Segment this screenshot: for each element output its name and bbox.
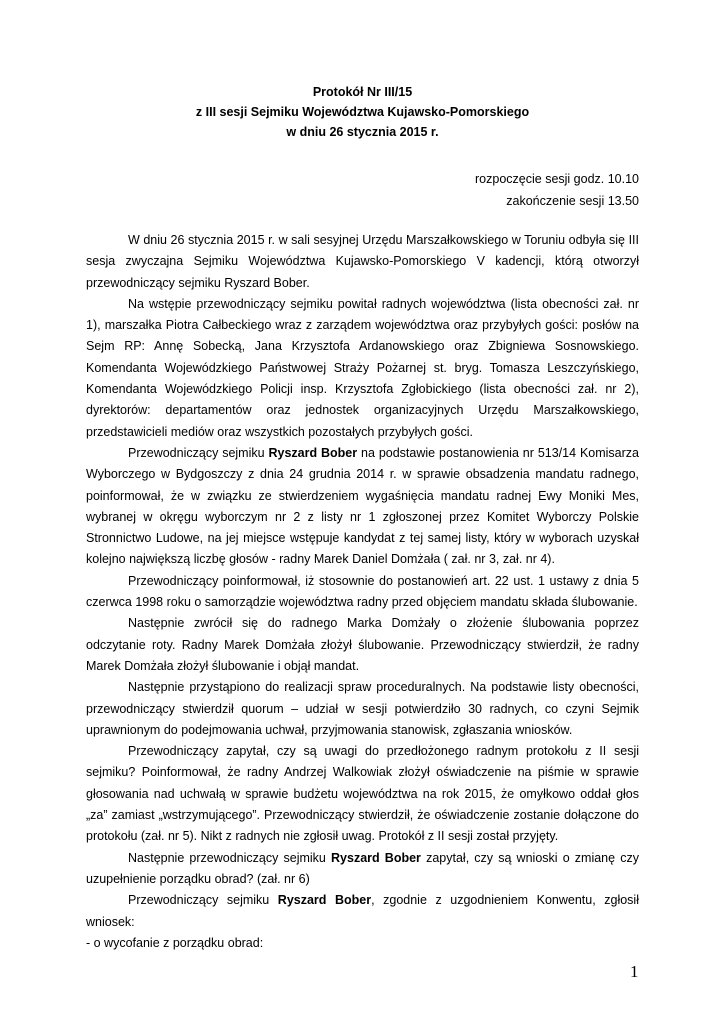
page-number: 1 — [630, 962, 639, 981]
paragraph-6: Następnie przystąpiono do realizacji spraw proceduralnych. Na podstawie listy obecności, przewodniczący stwierdził quorum – udział w sesji potwierdziło 30 radnych, co czyni Sejmik uprawnionym do podejmowania uchwał, przyjmowania stanowisk, zgłaszania wniosków. — [86, 680, 639, 737]
paragraph-2: Na wstępie przewodniczący sejmiku powitał radnych województwa (lista obecności zał. nr 1), marszałka Piotra Całbeckiego wraz z zarządem województwa oraz przybyłych gości: posłów na Sejm RP: Annę Sobecką, Jana Krzysztofa Ardanowskiego oraz Zbigniewa Sosnowskiego. Komendanta Wojewódzkiego Państwowej Straży Pożarnej st. bryg. Tomasza Leszczyńskiego, Komendanta Wojewódzkiego Policji insp. Krzysztofa Zgłobickiego (lista obecności zał. nr 2), dyrektorów: departamentów oraz jednostek organizacyjnych Urzędu Marszałkowskiego, przedstawicieli mediów oraz wszystkich pozostałych przybyłych gości. — [86, 296, 639, 439]
paragraph-1: W dniu 26 stycznia 2015 r. w sali sesyjnej Urzędu Marszałkowskiego w Toruniu odbyła się III sesja zwyczajna Sejmiku Województwa Kujawsko-Pomorskiego V kadencji, którą otworzył przewodniczący sejmiku Ryszard Bober. — [86, 233, 639, 290]
paragraph-5: Następnie zwrócił się do radnego Marka Domżały o złożenie ślubowania poprzez odczytanie roty. Radny Marek Domżała złożył ślubowanie. Przewodniczący stwierdził, że radny Marek Domżała złożył ślubowanie i objął mandat. — [86, 616, 639, 673]
session-start: rozpoczęcie sesji godz. 10.10 — [475, 172, 639, 186]
paragraph-4: Przewodniczący poinformował, iż stosownie do postanowień art. 22 ust. 1 ustawy z dnia 5 czerwca 1998 roku o samorządzie województwa radny przed objęciem mandatu składa ślubowanie. — [86, 573, 639, 610]
document-body — [86, 230, 639, 954]
title-line-3: w dniu 26 stycznia 2015 r. — [286, 125, 439, 139]
title-line-1: Protokół Nr III/15 — [312, 85, 413, 99]
paragraph-8-post: zapytał, czy są wnioski o zmianę czy uzupełnienie porządku obrad? (zał. nr 6) — [86, 850, 639, 886]
paragraph-3-pre: Przewodniczący sejmiku — [128, 445, 269, 460]
paragraph-8 — [86, 848, 639, 891]
paragraph-3-post: na podstawie postanowienia nr 513/14 Komisarza Wyborczego w Bydgoszczy z dnia 24 grudnia 2014 r. w sprawie obsadzenia mandatu radnego, poinformował, że w związku ze stwierdzeniem wygaśnięcia mandatu radnej Ewy Moniki Mes, wybranej w okręgu wyborczym nr 2 z listy nr 1 zgłoszonej przez Komitet Wyborczy Polskie Stronnictwo Ludowe, na jej miejsce wstępuje kandydat z tej samej listy, który w wyborach uzyskał kolejno największą liczbę głosów - radny Marek Daniel Domżała ( zał. nr 3, zał. nr 4). — [86, 445, 639, 567]
paragraph-9-post: , zgodnie z uzgodnieniem Konwentu, zgłosił wniosek: — [86, 893, 639, 929]
title-line-2: z III sesji Sejmiku Województwa Kujawsko-Pomorskiego — [195, 105, 530, 119]
paragraph-9 — [86, 890, 639, 933]
document-title — [86, 82, 639, 142]
paragraph-8-pre: Następnie przewodniczący sejmiku — [128, 850, 332, 865]
paragraph-3-bold: Ryszard Bober — [268, 445, 358, 460]
paragraph-10: - o wycofanie z porządku obrad: — [86, 935, 264, 950]
paragraph-9-pre: Przewodniczący sejmiku — [128, 893, 278, 908]
paragraph-7: Przewodniczący zapytał, czy są uwagi do przedłożonego radnym protokołu z II sesji sejmiku? Poinformował, że radny Andrzej Walkowiak złożył oświadczenie na piśmie w sprawie głosowania nad uchwałą w sprawie budżetu województwa na rok 2015, że omyłkowo oddał głos „za” zamiast „wstrzymującego”. Przewodniczący stwierdził, że oświadczenie zostanie dołączone do protokołu (zał. nr 5). Nikt z radnych nie zgłosił uwag. Protokół z II sesji został przyjęty. — [86, 744, 639, 844]
paragraph-8-bold: Ryszard Bober — [331, 850, 421, 865]
session-end: zakończenie sesji 13.50 — [506, 194, 639, 208]
paragraph-3 — [86, 443, 639, 571]
session-times — [475, 168, 639, 212]
paragraph-9-bold: Ryszard Bober — [277, 893, 372, 908]
